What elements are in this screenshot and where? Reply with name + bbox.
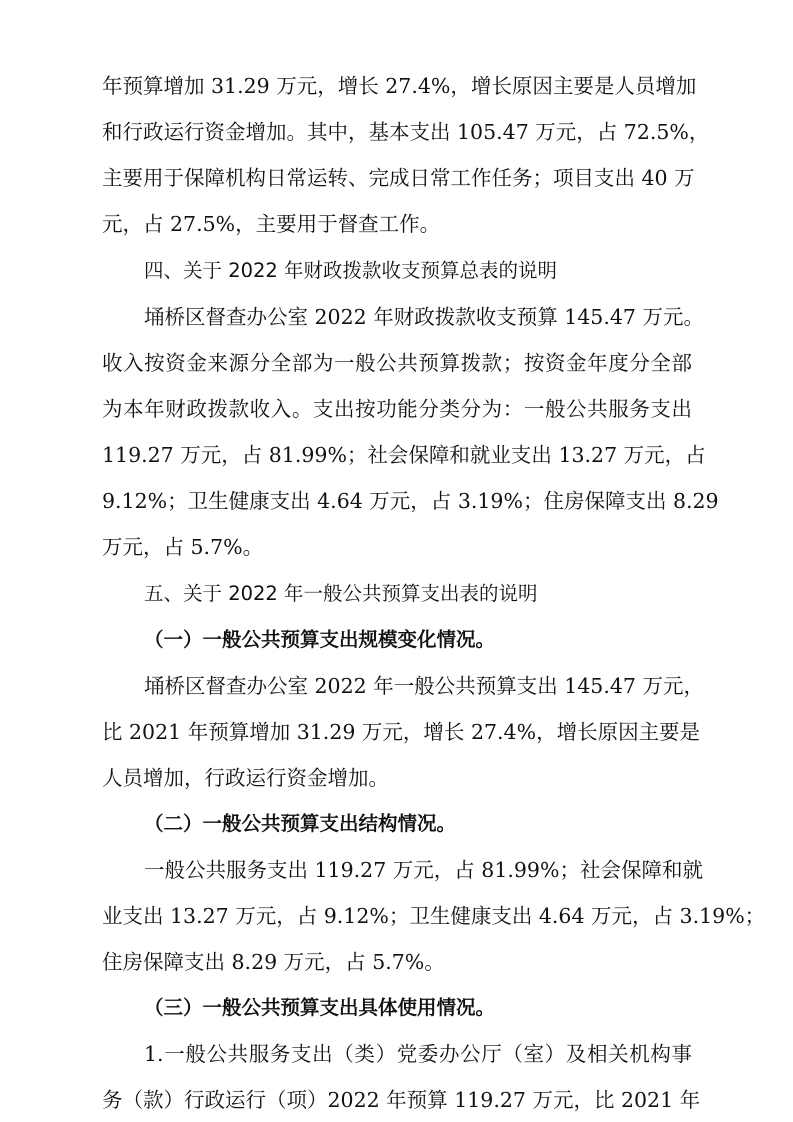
body-text-line: 比 2021 年预算增加 31.29 万元，增长 27.4%，增长原因主要是	[102, 720, 701, 744]
body-text-line: 年预算增加 31.29 万元，增长 27.4%，增长原因主要是人员增加	[102, 74, 697, 98]
body-text-line: 住房保障支出 8.29 万元，占 5.7%。	[102, 950, 445, 974]
section-heading: 四、关于 2022 年财政拨款收支预算总表的说明	[144, 259, 558, 282]
section-heading: 五、关于 2022 年一般公共预算支出表的说明	[144, 582, 538, 605]
body-text-line: 万元，占 5.7%。	[102, 535, 264, 559]
body-text-line: 和行政运行资金增加。其中，基本支出 105.47 万元，占 72.5%，	[102, 120, 710, 144]
body-text-line: 119.27 万元，占 81.99%；社会保障和就业支出 13.27 万元，占	[102, 443, 706, 467]
body-text-line: 一般公共服务支出 119.27 万元，占 81.99%；社会保障和就	[144, 858, 703, 882]
body-text-line: 1.一般公共服务支出（类）党委办公厅（室）及相关机构事	[144, 1042, 692, 1066]
subsection-heading: （三）一般公共预算支出具体使用情况。	[144, 996, 496, 1019]
body-text-line: 埇桥区督查办公室 2022 年一般公共预算支出 145.47 万元，	[144, 674, 704, 698]
body-text-line: 元，占 27.5%，主要用于督查工作。	[102, 212, 441, 236]
subsection-heading: （二）一般公共预算支出结构情况。	[144, 812, 457, 835]
body-text-line: 人员增加，行政运行资金增加。	[102, 766, 389, 790]
body-text-line: 务（款）行政运行（项）2022 年预算 119.27 万元，比 2021 年	[102, 1088, 701, 1112]
subsection-heading: （一）一般公共预算支出规模变化情况。	[144, 628, 496, 651]
body-text-line: 埇桥区督查办公室 2022 年财政拨款收支预算 145.47 万元。	[144, 305, 704, 329]
body-text-line: 业支出 13.27 万元，占 9.12%；卫生健康支出 4.64 万元，占 3.19%；	[102, 904, 766, 928]
body-text-line: 为本年财政拨款收入。支出按功能分类分为：一般公共服务支出	[102, 397, 692, 421]
body-text-line: 收入按资金来源分全部为一般公共预算拨款；按资金年度分全部	[102, 351, 692, 375]
body-text-line: 主要用于保障机构日常运转、完成日常工作任务；项目支出 40 万	[102, 166, 695, 190]
body-text-line: 9.12%；卫生健康支出 4.64 万元，占 3.19%；住房保障支出 8.29	[102, 489, 719, 513]
